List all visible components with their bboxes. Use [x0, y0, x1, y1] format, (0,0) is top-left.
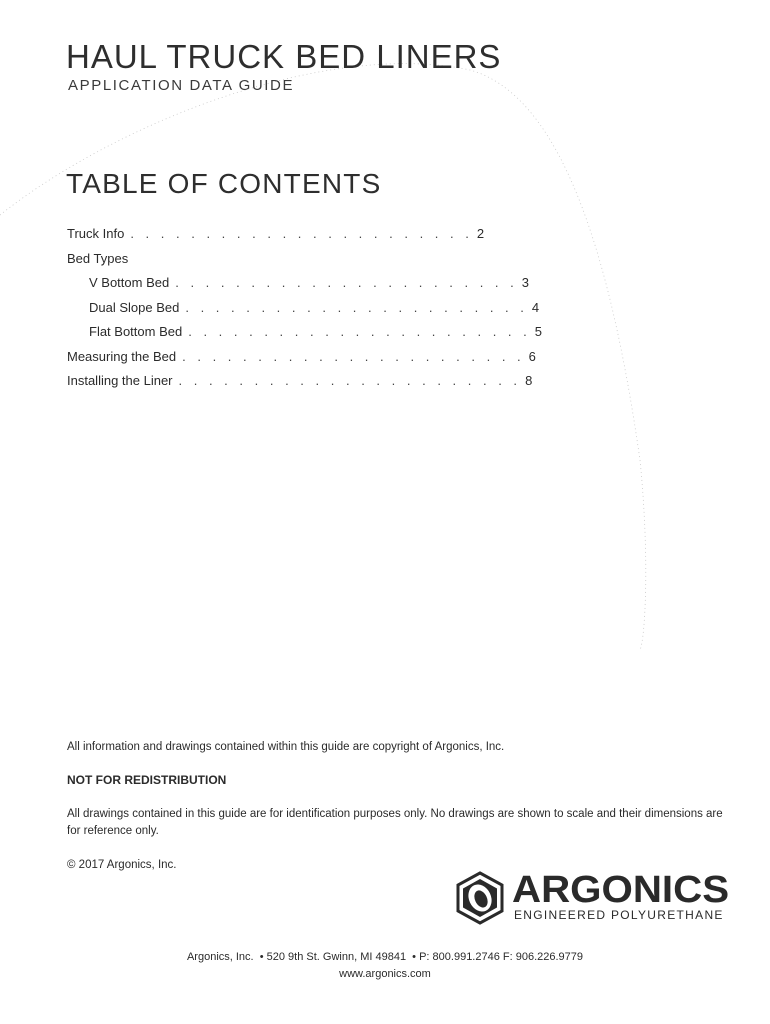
disclaimer-text: All drawings contained in this guide are for identification purposes only. No drawings are shown to scale and their dimensions are for reference only.	[67, 808, 723, 837]
table-of-contents	[67, 226, 542, 398]
toc-item[interactable]	[67, 299, 540, 325]
document-title: HAUL TRUCK BED LINERS	[66, 38, 502, 75]
toc-item[interactable]	[67, 373, 533, 398]
toc-item-label: Measuring the Bed	[67, 348, 177, 364]
toc-item-page: 5	[534, 324, 542, 339]
footer-website[interactable]: www.argonics.com	[339, 968, 431, 980]
toc-item-label: Installing the Liner	[67, 373, 173, 388]
toc-item[interactable]	[67, 226, 485, 251]
toc-item-page: 3	[521, 275, 529, 290]
toc-leader: . . . . . . . . . . . . . . . . . . . . . . .	[185, 299, 528, 315]
toc-item-label: V Bottom Bed	[89, 275, 170, 290]
brand-tagline: ENGINEERED POLYURETHANE	[514, 908, 724, 922]
toc-heading: TABLE OF CONTENTS	[66, 168, 382, 199]
toc-item-label: Bed Types	[67, 250, 129, 266]
redistribution-notice: NOT FOR REDISTRIBUTION	[67, 773, 227, 787]
toc-item[interactable]	[67, 275, 529, 300]
argonics-logo-icon	[452, 870, 508, 926]
toc-item-label: Truck Info	[67, 226, 125, 241]
toc-item-page: 2	[476, 226, 485, 241]
brand-name: ARGONICS	[512, 869, 730, 911]
toc-item-label: Flat Bottom Bed	[89, 324, 183, 339]
argonics-logo	[452, 869, 730, 926]
footer-address	[0, 951, 770, 963]
toc-item-page: 4	[531, 299, 540, 315]
toc-item-page: 8	[525, 373, 533, 388]
footer-phones: • P: 800.991.2746 F: 906.226.9779	[406, 951, 583, 963]
toc-item-page: 6	[528, 348, 536, 364]
copyright-notice: All information and drawings contained within this guide are copyright of Argonics, Inc.	[67, 741, 505, 753]
toc-leader: . . . . . . . . . . . . . . . . . . . . . . .	[175, 275, 518, 290]
toc-item-label: Dual Slope Bed	[89, 299, 180, 315]
toc-leader: . . . . . . . . . . . . . . . . . . . . . . .	[178, 373, 522, 388]
toc-leader: . . . . . . . . . . . . . . . . . . . . . . .	[130, 226, 473, 241]
toc-leader: . . . . . . . . . . . . . . . . . . . . . . .	[182, 348, 525, 364]
toc-item[interactable]	[67, 251, 299, 276]
toc-item[interactable]	[67, 348, 536, 374]
copyright-year: © 2017 Argonics, Inc.	[67, 859, 177, 871]
toc-item[interactable]	[67, 324, 542, 349]
toc-leader: . . . . . . . . . . . . . . . . . . . . . . .	[188, 324, 531, 339]
footer-street: • 520 9th St. Gwinn, MI 49841	[254, 951, 406, 963]
document-subtitle: APPLICATION DATA GUIDE	[68, 77, 295, 94]
footer-company: Argonics, Inc.	[186, 951, 254, 963]
